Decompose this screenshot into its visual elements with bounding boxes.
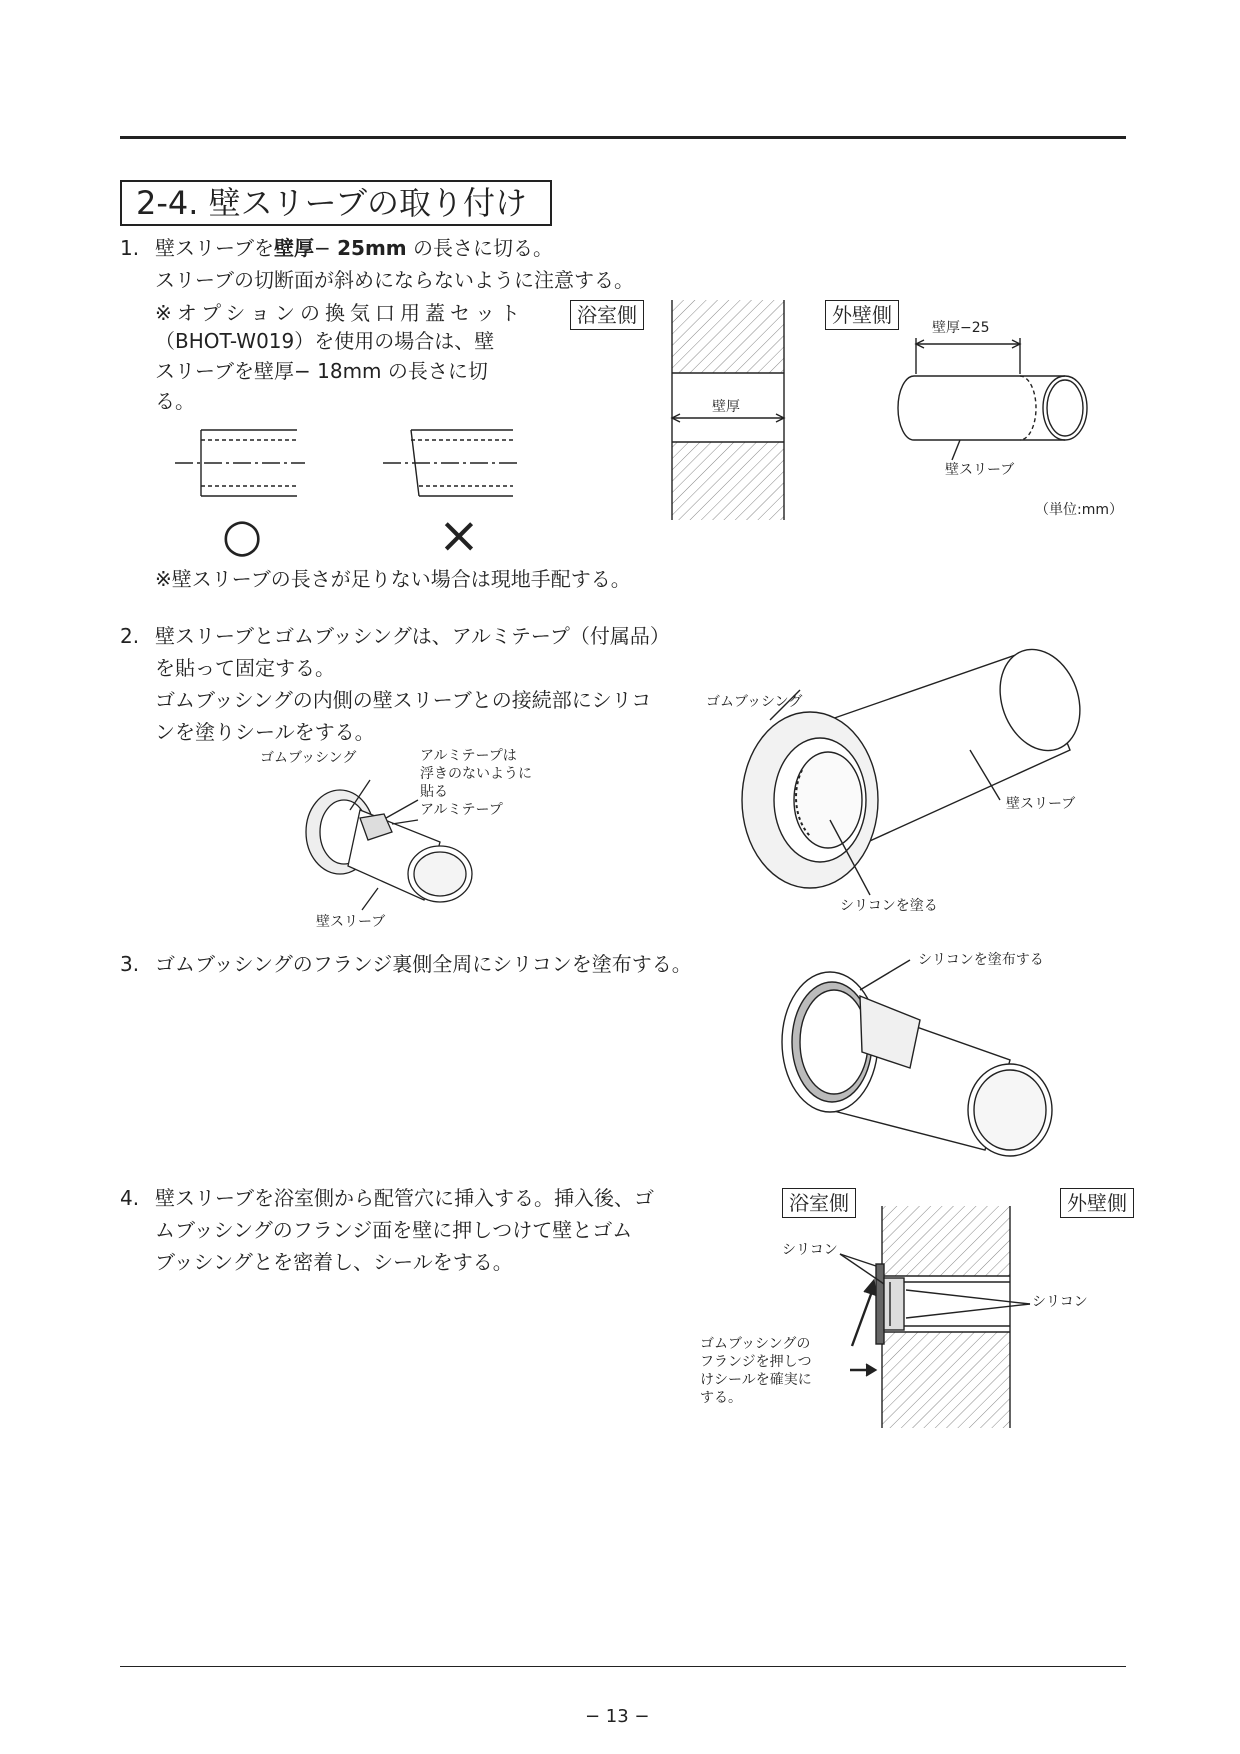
step1-note2: ※壁スリーブの長さが足りない場合は現地手配する。 <box>155 567 631 591</box>
sleeve-length-label: 壁厚−25 <box>932 320 990 336</box>
sleeve-label: 壁スリーブ <box>945 462 1015 478</box>
step4-line: 壁スリーブを浴室側から配管穴に挿入する。挿入後、ゴ <box>155 1186 654 1210</box>
step1-number: 1. <box>120 236 140 260</box>
tape-note-line: 浮きのないように <box>420 766 532 782</box>
large-bushing-label: ゴムブッシング <box>706 694 803 710</box>
page-number: − 13 − <box>585 1706 650 1727</box>
step2-line: ンを塗りシールをする。 <box>155 720 375 744</box>
bushing-silicone-diagram <box>760 960 1080 1160</box>
step4-bath-side-label: 浴室側 <box>782 1188 856 1218</box>
flange-note-line: けシールを確実に <box>700 1372 812 1388</box>
header-rule <box>120 136 1126 139</box>
footer-rule <box>120 1666 1126 1667</box>
bad-mark: × <box>438 506 480 564</box>
step1-line1 <box>155 232 553 264</box>
step2-line: を貼って固定する。 <box>155 656 335 680</box>
wall-insert-diagram <box>840 1206 1050 1428</box>
step2-line: 壁スリーブとゴムブッシングは、アルミテープ（付属品） <box>155 624 670 648</box>
step1-line1-bold: 壁厚 <box>274 236 314 260</box>
section-title: 2-4. 壁スリーブの取り付け <box>120 180 552 226</box>
bath-side-label: 浴室側 <box>570 300 644 330</box>
small-bushing-label: ゴムブッシング <box>260 750 357 766</box>
flange-note-line: ゴムブッシングの <box>700 1336 811 1352</box>
large-sleeve-label: 壁スリーブ <box>1006 796 1076 812</box>
flange-note-line: する。 <box>700 1390 742 1406</box>
step4-line: ブッシングとを密着し、シールをする。 <box>155 1250 513 1274</box>
step3-line: ゴムブッシングのフランジ裏側全周にシリコンを塗布する。 <box>155 952 692 976</box>
step1-line1-pre: 壁スリーブを <box>155 236 274 260</box>
tape-note-line: 貼る <box>420 784 448 800</box>
step1-line1-post: の長さに切る。 <box>406 236 553 260</box>
wall-thickness-label: 壁厚 <box>712 399 740 415</box>
step3-number: 3. <box>120 952 140 976</box>
step1-line1-bold2: 25mm <box>337 236 407 260</box>
silicone-right-label: シリコン <box>1032 1294 1088 1310</box>
step1-note-line: （BHOT-W019）を使用の場合は、壁 <box>155 329 495 353</box>
good-mark: ○ <box>222 508 263 562</box>
step1-note-line: ※オプションの換気口用蓋セット <box>155 301 525 325</box>
outer-side-label: 外壁側 <box>825 300 899 330</box>
step1-note-line: る。 <box>155 389 195 413</box>
step4-number: 4. <box>120 1186 140 1210</box>
bushing-tape-diagram <box>300 770 500 920</box>
small-sleeve-label: 壁スリーブ <box>316 914 386 930</box>
step2-line: ゴムブッシングの内側の壁スリーブとの接続部にシリコ <box>155 688 652 712</box>
step4-line: ムブッシングのフランジ面を壁に押しつけて壁とゴム <box>155 1218 633 1242</box>
step4-outer-side-label: 外壁側 <box>1060 1188 1134 1218</box>
step1-note-line: スリーブを壁厚− 18mm の長さに切 <box>155 359 488 383</box>
cut-diagram-bad <box>383 420 523 500</box>
step3-silicone-label: シリコンを塗布する <box>918 952 1044 968</box>
unit-label: （単位:mm） <box>1035 502 1123 518</box>
step1-line2: スリーブの切断面が斜めにならないように注意する。 <box>155 268 634 292</box>
silicone-left-label: シリコン <box>782 1242 838 1258</box>
flange-note-line: フランジを押しつ <box>700 1354 812 1370</box>
tape-label: アルミテープ <box>420 802 503 818</box>
large-bushing-diagram <box>740 640 1090 900</box>
sleeve-diagram <box>890 338 1100 468</box>
tape-note-line: アルミテープは <box>420 748 517 764</box>
cut-diagram-good <box>175 420 305 500</box>
silicone-label: シリコンを塗る <box>840 898 938 914</box>
step1-line1-mid: − <box>314 236 338 260</box>
step2-number: 2. <box>120 624 140 648</box>
